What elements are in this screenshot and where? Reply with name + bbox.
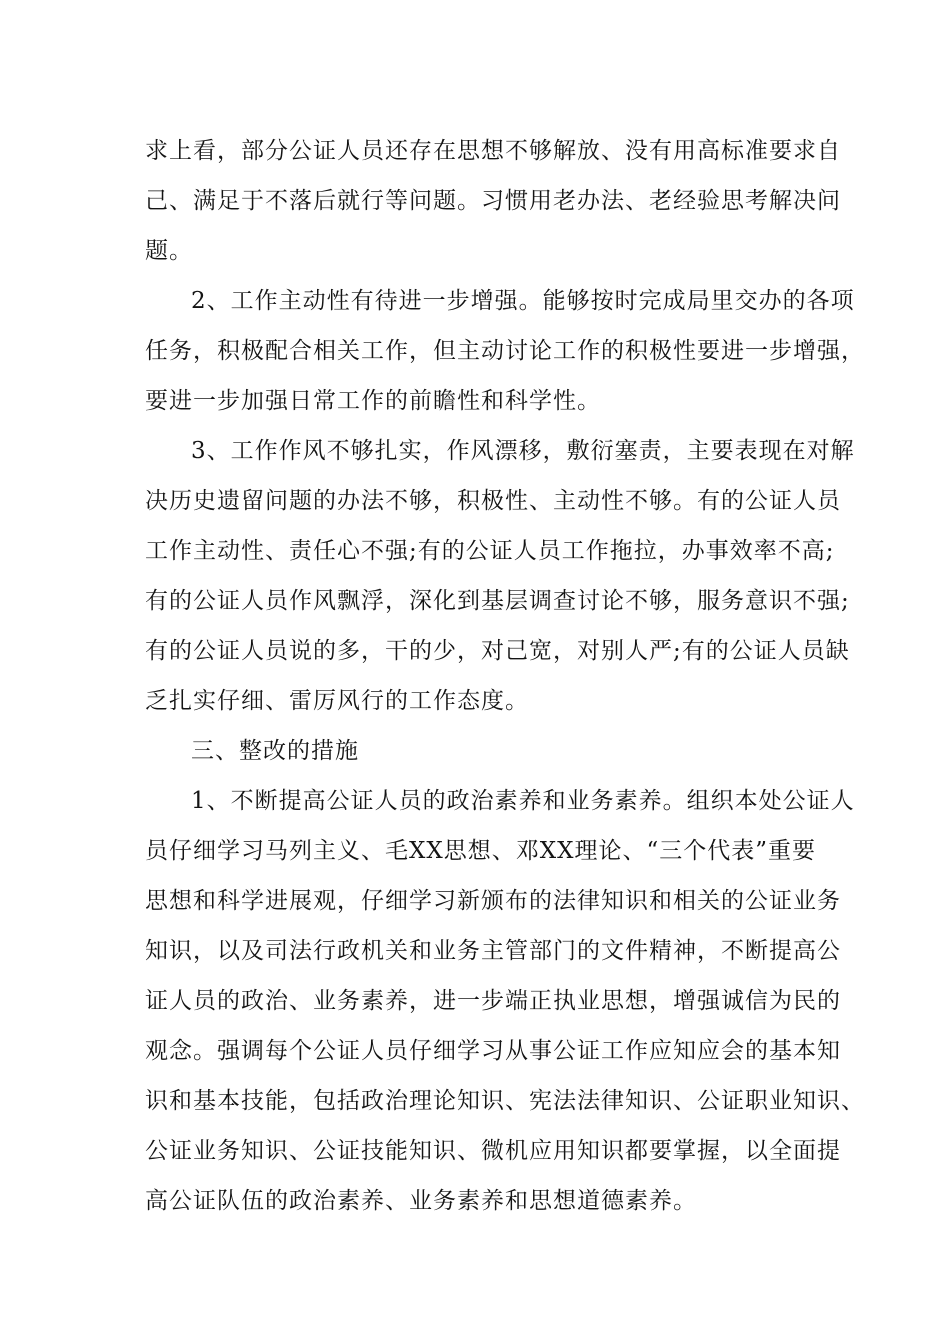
text-line: 己、满足于不落后就行等问题。习惯用老办法、老经验思考解决问 xyxy=(145,188,841,214)
text-line: 有的公证人员作风飘浮，深化到基层调查讨论不够，服务意识不强; xyxy=(145,588,850,614)
text-line: 公证业务知识、公证技能知识、微机应用知识都要掌握，以全面提 xyxy=(145,1138,841,1164)
text-line: 工作主动性、责任心不强;有的公证人员工作拖拉，办事效率不高; xyxy=(145,538,835,564)
section-heading: 三、整改的措施 xyxy=(191,738,359,764)
document-body xyxy=(145,126,865,1226)
text-line: 高公证队伍的政治素养、业务素养和思想道德素养。 xyxy=(145,1188,697,1214)
text-line: 决历史遗留问题的办法不够，积极性、主动性不够。有的公证人员 xyxy=(145,488,841,514)
paragraph-start-line: 3、工作作风不够扎实，作风漂移，敷衍塞责，主要表现在对解 xyxy=(191,438,855,464)
text-line: 有的公证人员说的多，干的少，对己宽，对别人严;有的公证人员缺 xyxy=(145,638,850,664)
text-line: 题。 xyxy=(145,238,193,264)
text-line: 知识，以及司法行政机关和业务主管部门的文件精神，不断提高公 xyxy=(145,938,841,964)
paragraph-start-line: 2、工作主动性有待进一步增强。能够按时完成局里交办的各项 xyxy=(191,288,855,314)
text-line: 识和基本技能，包括政治理论知识、宪法法律知识、公证职业知识、 xyxy=(145,1088,865,1114)
text-line: 要进一步加强日常工作的前瞻性和科学性。 xyxy=(145,388,601,414)
text-line: 思想和科学进展观，仔细学习新颁布的法律知识和相关的公证业务 xyxy=(145,888,841,914)
text-line: 求上看，部分公证人员还存在思想不够解放、没有用高标准要求自 xyxy=(145,138,841,164)
text-line: 员仔细学习马列主义、毛XX思想、邓XX理论、“三个代表”重要 xyxy=(145,838,817,864)
paragraph-start-line: 1、不断提高公证人员的政治素养和业务素养。组织本处公证人 xyxy=(191,788,855,814)
text-line: 任务，积极配合相关工作，但主动讨论工作的积极性要进一步增强， xyxy=(145,338,865,364)
text-line: 证人员的政治、业务素养，进一步端正执业思想，增强诚信为民的 xyxy=(145,988,841,1014)
text-line: 观念。强调每个公证人员仔细学习从事公证工作应知应会的基本知 xyxy=(145,1038,841,1064)
text-line: 乏扎实仔细、雷厉风行的工作态度。 xyxy=(145,688,529,714)
